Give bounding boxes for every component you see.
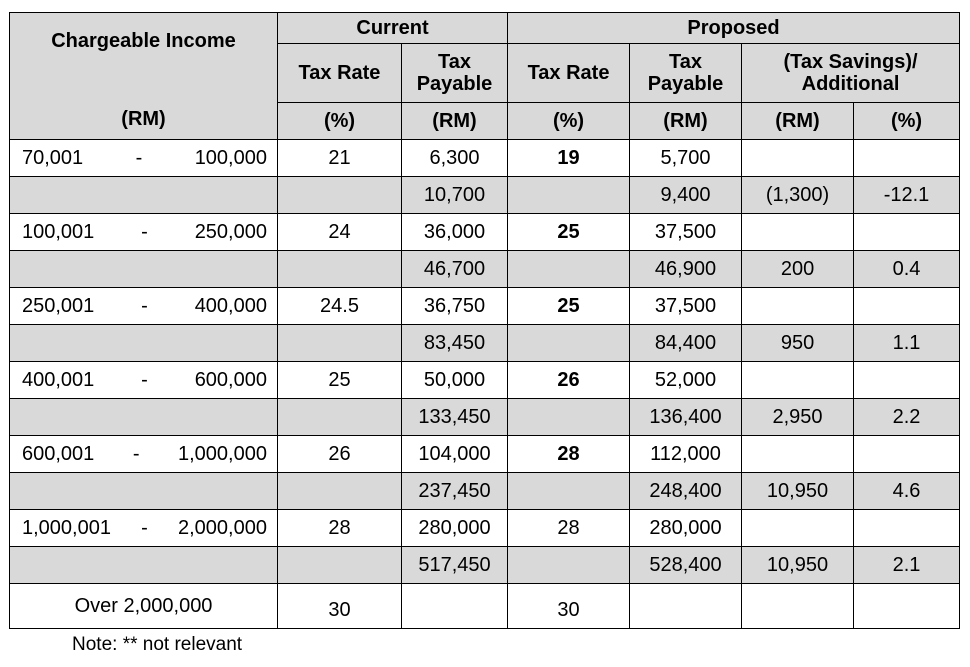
income-to: 250,000 <box>194 220 267 243</box>
table-note: Note: ** not relevant <box>72 634 243 655</box>
income-band <box>10 288 278 325</box>
income-band <box>10 510 278 547</box>
income-from: 70,001 <box>22 146 84 169</box>
difference-pct <box>854 288 960 325</box>
income-dash: - <box>135 146 143 169</box>
proposed-tax-payable: 280,000 <box>630 510 742 547</box>
proposed-tax-rate <box>508 325 630 362</box>
header-text: Additional <box>801 73 900 95</box>
proposed-tax-rate <box>508 251 630 288</box>
proposed-tax-rate: 28 <box>508 436 630 473</box>
income-from: 400,001 <box>22 368 95 391</box>
current-tax-rate <box>278 399 402 436</box>
header-unit: (RM) <box>742 103 854 140</box>
difference-pct: 2.1 <box>854 547 960 584</box>
table-row <box>10 251 960 288</box>
proposed-tax-rate: 25 <box>508 214 630 251</box>
table-row <box>10 288 960 325</box>
proposed-tax-payable: 528,400 <box>630 547 742 584</box>
current-tax-rate: 30 <box>278 584 402 629</box>
proposed-tax-rate <box>508 177 630 214</box>
income-band <box>10 140 278 177</box>
income-to: 100,000 <box>194 146 267 169</box>
header-current: Current <box>278 13 508 44</box>
proposed-tax-rate <box>508 399 630 436</box>
proposed-tax-payable: 5,700 <box>630 140 742 177</box>
current-tax-payable: 133,450 <box>402 399 508 436</box>
difference-pct <box>854 436 960 473</box>
difference-rm <box>742 362 854 399</box>
table-row <box>10 399 960 436</box>
current-tax-payable: 280,000 <box>402 510 508 547</box>
table-row <box>10 140 960 177</box>
proposed-tax-rate: 25 <box>508 288 630 325</box>
proposed-tax-rate <box>508 547 630 584</box>
income-to: 400,000 <box>194 294 267 317</box>
income-band <box>10 325 278 362</box>
current-tax-payable: 83,450 <box>402 325 508 362</box>
current-tax-rate <box>278 473 402 510</box>
current-tax-rate <box>278 251 402 288</box>
proposed-tax-payable: 248,400 <box>630 473 742 510</box>
difference-pct: 2.2 <box>854 399 960 436</box>
proposed-tax-payable: 136,400 <box>630 399 742 436</box>
proposed-tax-payable: 112,000 <box>630 436 742 473</box>
header-unit: (%) <box>854 103 960 140</box>
header-chargeable-income-label: Chargeable Income <box>51 30 236 52</box>
difference-rm <box>742 436 854 473</box>
current-tax-rate: 26 <box>278 436 402 473</box>
difference-rm <box>742 140 854 177</box>
header-proposed-tax-payable <box>630 44 742 103</box>
difference-rm: 2,950 <box>742 399 854 436</box>
difference-rm: (1,300) <box>742 177 854 214</box>
proposed-tax-payable: 37,500 <box>630 288 742 325</box>
header-text: Payable <box>416 73 493 95</box>
current-tax-payable: 50,000 <box>402 362 508 399</box>
table-row <box>10 510 960 547</box>
income-band: Over 2,000,000 <box>10 584 278 629</box>
income-band <box>10 399 278 436</box>
income-dash: - <box>141 220 148 243</box>
income-band <box>10 436 278 473</box>
difference-rm <box>742 584 854 629</box>
header-text: Tax <box>669 51 702 73</box>
proposed-tax-payable: 84,400 <box>630 325 742 362</box>
table-row <box>10 362 960 399</box>
table-row <box>10 214 960 251</box>
income-band <box>10 214 278 251</box>
income-from: 100,001 <box>22 220 95 243</box>
current-tax-rate: 24 <box>278 214 402 251</box>
difference-pct: 1.1 <box>854 325 960 362</box>
header-unit: (RM) <box>630 103 742 140</box>
difference-rm <box>742 288 854 325</box>
table-row <box>10 473 960 510</box>
income-dash: - <box>141 294 148 317</box>
difference-pct: -12.1 <box>854 177 960 214</box>
difference-pct <box>854 362 960 399</box>
difference-pct <box>854 140 960 177</box>
difference-pct: 4.6 <box>854 473 960 510</box>
income-from: 1,000,001 <box>22 516 111 539</box>
current-tax-payable: 10,700 <box>402 177 508 214</box>
income-band <box>10 177 278 214</box>
difference-rm <box>742 214 854 251</box>
income-to: 2,000,000 <box>178 516 267 539</box>
income-band <box>10 473 278 510</box>
header-chargeable-income-unit: (RM) <box>121 108 166 130</box>
current-tax-rate <box>278 547 402 584</box>
current-tax-rate: 28 <box>278 510 402 547</box>
table-row <box>10 325 960 362</box>
proposed-tax-payable: 9,400 <box>630 177 742 214</box>
difference-rm: 200 <box>742 251 854 288</box>
income-band <box>10 251 278 288</box>
current-tax-payable: 36,000 <box>402 214 508 251</box>
current-tax-payable: 36,750 <box>402 288 508 325</box>
header-unit: (RM) <box>402 103 508 140</box>
current-tax-rate: 25 <box>278 362 402 399</box>
proposed-tax-rate: 19 <box>508 140 630 177</box>
header-savings <box>742 44 960 103</box>
header-current-tax-payable <box>402 44 508 103</box>
header-chargeable-income <box>10 13 278 140</box>
difference-pct: 0.4 <box>854 251 960 288</box>
current-tax-rate <box>278 177 402 214</box>
difference-rm: 10,950 <box>742 473 854 510</box>
header-text: (Tax Savings)/ <box>783 51 918 73</box>
table-row <box>10 547 960 584</box>
current-tax-payable: 237,450 <box>402 473 508 510</box>
proposed-tax-payable <box>630 584 742 629</box>
income-to: 1,000,000 <box>178 442 267 465</box>
header-unit: (%) <box>278 103 402 140</box>
difference-pct <box>854 510 960 547</box>
income-band <box>10 547 278 584</box>
table-row <box>10 177 960 214</box>
current-tax-rate: 24.5 <box>278 288 402 325</box>
current-tax-payable: 46,700 <box>402 251 508 288</box>
proposed-tax-rate: 26 <box>508 362 630 399</box>
income-to: 600,000 <box>194 368 267 391</box>
income-dash: - <box>132 442 140 465</box>
difference-pct <box>854 214 960 251</box>
current-tax-payable <box>402 584 508 629</box>
difference-rm <box>742 510 854 547</box>
header-current-tax-rate: Tax Rate <box>278 44 402 103</box>
income-dash: - <box>141 368 148 391</box>
income-band <box>10 362 278 399</box>
tax-rate-table <box>9 12 960 629</box>
income-from: 600,001 <box>22 442 95 465</box>
header-unit: (%) <box>508 103 630 140</box>
header-text: Payable <box>647 73 724 95</box>
difference-rm: 10,950 <box>742 547 854 584</box>
proposed-tax-rate: 28 <box>508 510 630 547</box>
table-row <box>10 436 960 473</box>
header-proposed-tax-rate: Tax Rate <box>508 44 630 103</box>
proposed-tax-rate <box>508 473 630 510</box>
header-text: Tax <box>438 51 471 73</box>
proposed-tax-payable: 37,500 <box>630 214 742 251</box>
current-tax-rate <box>278 325 402 362</box>
current-tax-rate: 21 <box>278 140 402 177</box>
proposed-tax-payable: 52,000 <box>630 362 742 399</box>
current-tax-payable: 104,000 <box>402 436 508 473</box>
difference-rm: 950 <box>742 325 854 362</box>
table-row-last <box>10 584 960 629</box>
income-from: 250,001 <box>22 294 95 317</box>
income-dash: - <box>141 516 148 539</box>
current-tax-payable: 517,450 <box>402 547 508 584</box>
proposed-tax-rate: 30 <box>508 584 630 629</box>
header-proposed: Proposed <box>508 13 960 44</box>
current-tax-payable: 6,300 <box>402 140 508 177</box>
proposed-tax-payable: 46,900 <box>630 251 742 288</box>
difference-pct <box>854 584 960 629</box>
